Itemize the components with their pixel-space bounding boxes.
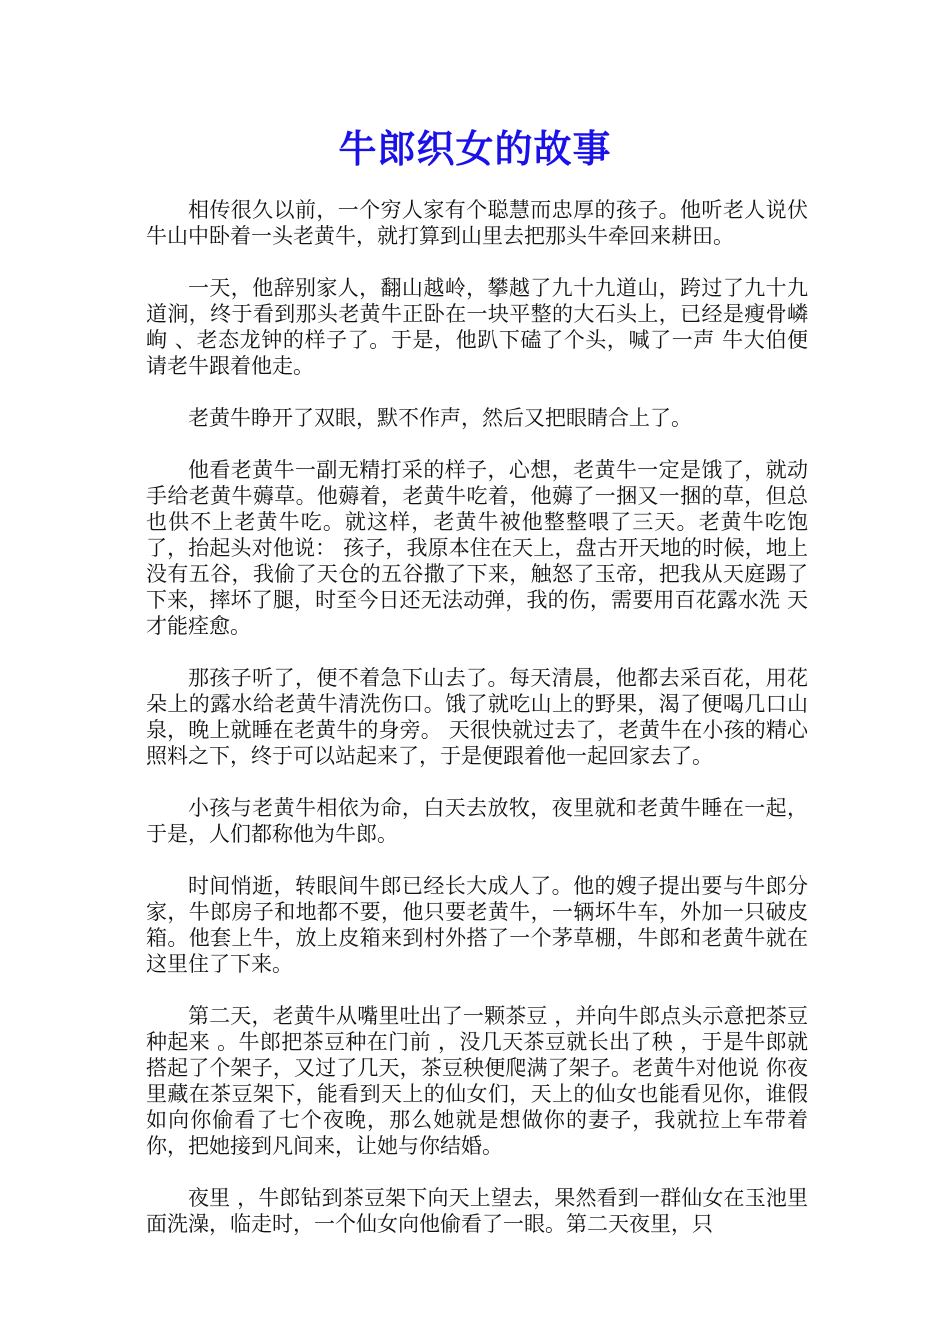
paragraph-3: 老黄牛睁开了双眼，默不作声，然后又把眼睛合上了。 [188,406,692,430]
paragraph-5: 那孩子听了，便不着急下山去了。每天清晨，他都去采百花，用花朵上的露水给老黄牛清洗伤口。饿了就吃山上的野果，渴了便喝几口山泉，晚上就睡在老黄牛的身旁。 天很快就过去了，老黄牛在小孩的精心照料之下，终于可以站起来了，于是便跟着他一起回家去了。 [146,666,808,768]
paragraph-2: 一天，他辞别家人，翻山越岭，攀越了九十九道山，跨过了九十九道涧，终于看到那头老黄牛正卧在一块平整的大石头上，已经是瘦骨嶙峋 、老态龙钟的样子了。于是，他趴下磕了个头，喊了一声 牛大伯便请老牛跟着他走。 [146,276,808,378]
paragraph-7: 时间悄逝，转眼间牛郎已经长大成人了。他的嫂子提出要与牛郎分家，牛郎房子和地都不要，他只要老黄牛，一辆坏牛车，外加一只破皮箱。他套上牛，放上皮箱来到村外搭了一个茅草棚，牛郎和老黄牛就在这里住了下来。 [146,874,808,976]
document-title: 牛郎织女的故事 [338,126,612,171]
paragraph-6: 小孩与老黄牛相依为命，白天去放牧，夜里就和老黄牛睡在一起，于是，人们都称他为牛郎。 [146,796,808,846]
paragraph-4: 他看老黄牛一副无精打采的样子，心想，老黄牛一定是饿了，就动手给老黄牛薅草。他薅着，老黄牛吃着，他薅了一捆又一捆的草，但总也供不上老黄牛吃。就这样，老黄牛被他整整喂了三天。老黄牛吃饱了，抬起头对他说： 孩子，我原本住在天上，盘古开天地的时候，地上没有五谷，我偷了天仓的五谷撒了下来，触怒了玉帝，把我从天庭踢了下来，摔坏了腿，时至今日还无法动弹，我的伤，需要用百花露水洗 天才能痊愈。 [146,458,808,638]
paragraph-9: 夜里 ，牛郎钻到茶豆架下向天上望去，果然看到一群仙女在玉池里面洗澡，临走时，一个仙女向他偷看了一眼。第二天夜里，只 [146,1186,808,1236]
paragraph-1: 相传很久以前，一个穷人家有个聪慧而忠厚的孩子。他听老人说伏牛山中卧着一头老黄牛，就打算到山里去把那头牛牵回来耕田。 [146,198,808,248]
paragraph-8: 第二天，老黄牛从嘴里吐出了一颗茶豆 ，并向牛郎点头示意把茶豆种起来 。牛郎把茶豆种在门前 ，没几天茶豆就长出了秧 ，于是牛郎就搭起了个架子，又过了几天，茶豆秧便爬满了架子。老黄牛对他说 你夜里藏在茶豆架下，能看到天上的仙女们，天上的仙女也能看见你，谁假如向你偷看了七个夜晚，那么她就是想做你的妻子，我就拉上车带着你，把她接到凡间来，让她与你结婚。 [146,1004,808,1158]
document-body [146,197,808,1263]
